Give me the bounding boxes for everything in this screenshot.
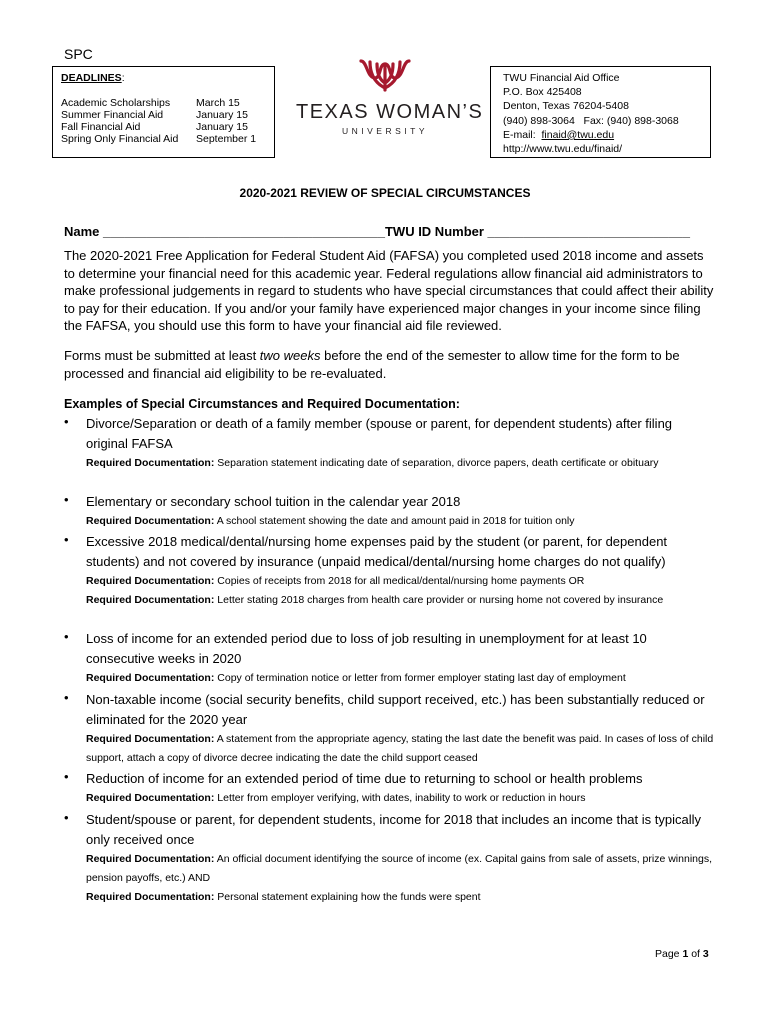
office-box: [490, 66, 711, 158]
office-email-link[interactable]: finaid@twu.edu: [541, 128, 615, 141]
deadline-name: Spring Only Financial Aid: [61, 133, 179, 145]
office-box-number: P.O. Box 425408: [503, 86, 582, 99]
circumstance-text: Reduction of income for an extended period of time due to returning to school or health problems: [86, 771, 643, 786]
bullet-icon: •: [64, 769, 69, 784]
bullet-icon: •: [64, 492, 69, 507]
page-indicator: Page 1 of 3: [655, 948, 709, 960]
required-doc: Required Documentation: Letter stating 2018 charges from health care provider or nursing home not covered by insurance: [86, 594, 664, 606]
list-item: [64, 769, 714, 808]
logo-wordmark: TEXAS WOMAN’S: [296, 101, 484, 123]
examples-heading: Examples of Special Circumstances and Required Documentation:: [64, 397, 460, 411]
required-doc: Required Documentation: A school statement showing the date and amount paid in 2018 for tuition only: [86, 515, 575, 527]
deadline-name: Fall Financial Aid: [61, 121, 141, 133]
office-city: Denton, Texas 76204-5408: [503, 100, 629, 113]
deadline-date: January 15: [196, 121, 248, 133]
circumstance-text: Elementary or secondary school tuition in the calendar year 2018: [86, 494, 461, 509]
office-phone: (940) 898-3064 Fax: (940) 898-3068: [503, 114, 679, 127]
form-code: SPC: [64, 46, 93, 62]
logo-subtitle: UNIVERSITY: [341, 126, 428, 136]
required-doc: Required Documentation: Letter from employer verifying, with dates, inability to work or reduction in hours: [86, 792, 586, 804]
deadline-date: January 15: [196, 109, 248, 121]
list-item: [64, 690, 714, 768]
list-item: [64, 532, 714, 610]
name-id-line[interactable]: Name _______________________________________TWU ID Number ____________________________: [64, 224, 690, 239]
office-name: TWU Financial Aid Office: [503, 72, 620, 84]
deadline-date: March 15: [196, 97, 240, 109]
list-item: [64, 414, 714, 473]
deadline-dates: [196, 97, 256, 145]
deadlines-heading: DEADLINES:: [61, 72, 125, 84]
office-email-line: E-mail: finaid@twu.edu: [503, 128, 615, 141]
required-doc: Required Documentation: Separation statement indicating date of separation, divorce papers, death certificate or obituary: [86, 457, 659, 469]
deadline-note: Forms must be submitted at least two weeks before the end of the semester to allow time for the form to be processed and financial aid eligibility to be re-evaluated.: [64, 348, 680, 381]
list-item: [64, 810, 714, 907]
deadline-name: Summer Financial Aid: [61, 109, 164, 121]
office-website-line: [503, 142, 710, 156]
required-doc: Required Documentation: Copies of receipts from 2018 for all medical/dental/nursing home payments OR: [86, 575, 585, 587]
required-doc: Required Documentation: A statement from the appropriate agency, stating the last date the benefit was paid. In cases of loss of child support, attach a copy of divorce decree indicating the date the child support ceased: [86, 733, 714, 764]
required-doc: Required Documentation: Copy of termination notice or letter from former employer stating last day of employment: [86, 672, 626, 684]
circumstance-text: Non-taxable income (social security benefits, child support received, etc.) has been substantially reduced or eliminated for the 2020 year: [86, 692, 705, 727]
circumstance-text: Loss of income for an extended period due to loss of job resulting in unemployment for at least 10 consecutive weeks in 2020: [86, 631, 647, 666]
bullet-icon: •: [64, 629, 69, 644]
bullet-icon: •: [64, 810, 69, 825]
office-website-link[interactable]: http://www.twu.edu/finaid/: [503, 143, 623, 156]
twu-emblem-icon: [355, 56, 415, 92]
required-doc: Required Documentation: An official document identifying the source of income (ex. Capital gains from sale of assets, prize winnings, pension payoffs, etc.) AND: [86, 853, 712, 884]
deadlines-box: [52, 66, 275, 158]
deadline-date: September 1: [196, 133, 257, 145]
circumstance-text: Excessive 2018 medical/dental/nursing home expenses paid by the student (or parent, for dependent students) and not covered by insurance (unpaid medical/dental/nursing home charges do not qualify): [86, 534, 668, 569]
circumstance-text: Student/spouse or parent, for dependent students, income for 2018 that includes an income that is typically only received once: [86, 812, 701, 847]
list-item: [64, 629, 714, 688]
bullet-icon: •: [64, 532, 69, 547]
circumstance-text: Divorce/Separation or death of a family member (spouse or parent, for dependent students) after filing original FAFSA: [86, 416, 673, 451]
deadline-name: Academic Scholarships: [61, 97, 171, 109]
list-item: [64, 492, 714, 531]
twu-logo: [296, 56, 484, 146]
required-doc: Required Documentation: Personal statement explaining how the funds were spent: [86, 891, 481, 903]
form-title: 2020-2021 REVIEW OF SPECIAL CIRCUMSTANCES: [239, 186, 531, 200]
deadline-names: [61, 97, 178, 145]
intro-paragraph: The 2020-2021 Free Application for Federal Student Aid (FAFSA) you completed used 2018 income and assets to determine your financial need for this academic year. Federal regulations allow financial aid administrators to make professional judgements in regard to students who have special circumstances that could affect their ability to pay for their education. If you and/or your family have experienced major changes in your income since filing the FAFSA, you should use this form to have your financial aid file reviewed.: [64, 248, 714, 333]
bullet-icon: •: [64, 414, 69, 429]
bullet-icon: •: [64, 690, 69, 705]
